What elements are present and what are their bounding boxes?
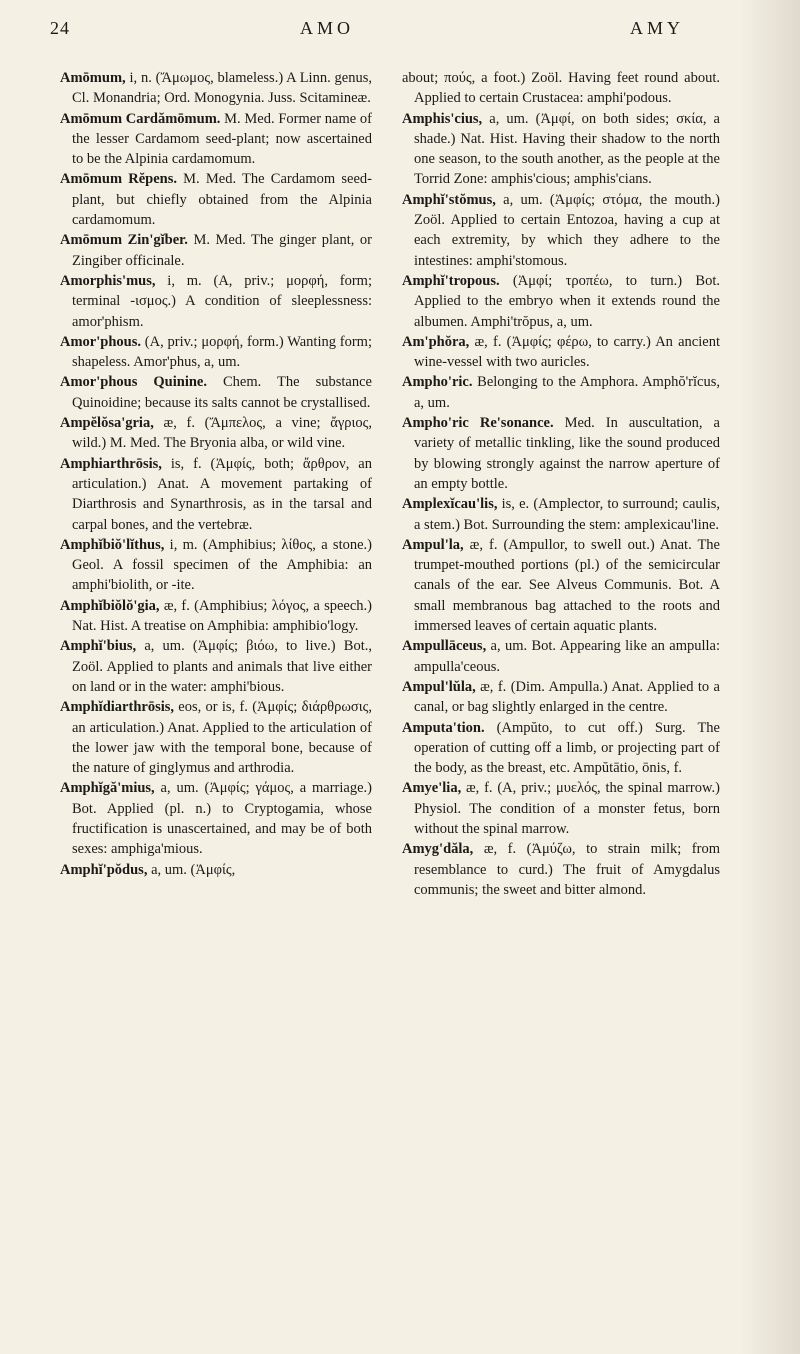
entry-text: a, um. (Ἀμφίς; στόμα, the mouth.) Zoöl. Applied to certain Entozoa, having a cup at each extremity, by which they adhere to the intestines: amphi'stomous. (414, 191, 720, 269)
dictionary-entry (60, 271, 372, 332)
entry-text: (A, priv.; μορφή, form.) Wanting form; shapeless. Amor'phus, a, um. (72, 333, 372, 371)
entry-headword: Ampĕlŏsa'gria, (60, 415, 154, 432)
entry-text: Chem. The substance Quinoidine; because its salts cannot be crystallised. (72, 374, 372, 411)
entry-headword: Ampho'ric Re'sonance. (402, 415, 554, 432)
entry-text: æ, f. (Dim. Ampulla.) Anat. Applied to a canal, or bag slightly enlarged in the centre. (414, 678, 720, 716)
dictionary-entry (60, 413, 372, 454)
dictionary-entry (402, 636, 720, 677)
dictionary-entry (60, 230, 372, 271)
left-column (60, 68, 372, 880)
entry-headword: Amplexĭcau'lis, (402, 496, 498, 513)
entry-headword: Ampul'lŭla, (402, 678, 476, 695)
entry-headword: Amor'phous. (60, 333, 141, 350)
entry-headword: Amphĭbiŏ'lĭthus, (60, 536, 165, 553)
dictionary-entry (402, 413, 720, 494)
entry-headword: Amōmum Rĕpens. (60, 171, 177, 188)
entry-text: is, f. (Ἀμφίς, both; ἄρθρον, an articulation.) Anat. A movement partaking of Diarthrosis and Synarthrosis, as in the tarsal and carpal bones, and the vertebræ. (72, 455, 372, 533)
entry-text: æ, f. (Ἀμύζω, to strain milk; from resemblance to curd.) The fruit of Amygdalus communis; the sweet and bitter almond. (414, 841, 720, 898)
dictionary-entry (402, 535, 720, 636)
dictionary-entry (60, 697, 372, 778)
entry-headword: Amphiarthrōsis, (60, 455, 162, 472)
dictionary-entry (60, 109, 372, 170)
dictionary-entry (60, 454, 372, 535)
dictionary-entry (402, 718, 720, 779)
entry-headword: Amphĭdiarthrōsis, (60, 699, 175, 716)
dictionary-entry (60, 596, 372, 637)
entry-text: (Ἀμφί; τροπέω, to turn.) Bot. Applied to the embryo when it extends round the albumen. Amphi'trŏpus, a, um. (414, 272, 720, 330)
entry-headword: Amyg'dăla, (402, 841, 474, 858)
dictionary-entry (402, 190, 720, 271)
entry-text: a, um. (Ἀμφίς; βιόω, to live.) Bot., Zoöl. Applied to plants and animals that live either on land or in the water: amphi'bious. (72, 638, 372, 695)
dictionary-entry (60, 636, 372, 697)
entry-text: æ, f. (Ampullor, to swell out.) Anat. The trumpet-mouthed portions (pl.) of the semicircular canals of the ear. See Alveus Communis. Bot. A small membranous bag attached to the roots and immersed leaves of certain aquatic plants. (414, 536, 720, 635)
entry-headword: Amphĭ'stŏmus, (402, 191, 496, 208)
entry-headword: Ampul'la, (402, 536, 464, 553)
entry-headword: Amphĭ'tropous. (402, 272, 500, 289)
entry-text: æ, f. (Amphibius; λόγος, a speech.) Nat. Hist. A treatise on Amphibia: amphibio'logy. (72, 597, 372, 635)
page-edge-shadow (740, 0, 800, 1354)
dictionary-entry (60, 372, 372, 413)
dictionary-entry (402, 839, 720, 900)
entry-text: a, um. (Ἀμφίς; γάμος, a marriage.) Bot. Applied (pl. n.) to Cryptogamia, whose fructification is unascertained, and may be of both sexes: amphiga'mious. (72, 780, 372, 858)
dictionary-entry (60, 860, 372, 880)
entry-headword: Amphĭgă'mius, (60, 780, 155, 797)
entry-headword: Amputa'tion. (402, 719, 485, 736)
entry-text: (Ampŭto, to cut off.) Surg. The operation of cutting off a limb, or projecting part of the body, as the breast, etc. Ampŭtātio, ōnis, f. (414, 719, 720, 777)
entry-text: æ, f. (A, priv.; μυελός, the spinal marrow.) Physiol. The condition of a monster fetus, born without the spinal marrow. (414, 780, 720, 837)
dictionary-entry (60, 332, 372, 373)
entry-text: about; πούς, a foot.) Zoöl. Having feet round about. Applied to certain Crustacea: amphi'podous. (402, 70, 720, 107)
entry-text: æ, f. (Ἀμφίς; φέρω, to carry.) An ancient wine-vessel with two auricles. (414, 333, 720, 371)
entry-text: Belonging to the Amphora. Amphŏ'rĭcus, a, um. (414, 374, 720, 411)
entry-text: æ, f. (Ἄμπελος, a vine; ἄγριος, wild.) M. Med. The Bryonia alba, or wild vine. (72, 415, 372, 452)
entry-headword: Ampullāceus, (402, 638, 487, 655)
entry-text: M. Med. Former name of the lesser Cardamom seed-plant; now ascertained to be the Alpinia cardamomum. (72, 110, 373, 168)
dictionary-entry (402, 778, 720, 839)
entry-headword: Amphĭ'pŏdus, (60, 861, 148, 878)
left-running-head: AMO (300, 18, 355, 38)
entry-text: M. Med. The Cardamom seed-plant, but chiefly obtained from the Alpinia cardamomum. (72, 171, 372, 229)
right-column (402, 68, 720, 900)
entry-headword: Ampho'ric. (402, 374, 473, 391)
page-number: 24 (50, 18, 70, 38)
dictionary-entry (402, 332, 720, 373)
entry-headword: Amphĭ'bius, (60, 638, 137, 655)
entry-text: i, n. (Ἄμωμος, blameless.) A Linn. genus, Cl. Monandria; Ord. Monogynia. Juss. Scitamineæ. (72, 70, 372, 107)
dictionary-entry (402, 271, 720, 332)
dictionary-entry (402, 494, 720, 535)
entry-headword: Amōmum, (60, 70, 126, 86)
entry-headword: Amorphis'mus, (60, 272, 156, 289)
dictionary-entry (60, 535, 372, 596)
dictionary-entry (60, 778, 372, 859)
entry-headword: Amye'lia, (402, 780, 462, 797)
dictionary-entry (60, 169, 372, 230)
entry-headword: Amor'phous Quinine. (60, 374, 207, 391)
entry-text: i, m. (Amphibius; λίθος, a stone.) Geol. A fossil specimen of the Amphibia: an amphi'biolith, or -ite. (72, 536, 372, 594)
entry-text: a, um. Bot. Appearing like an ampulla: ampulla'ceous. (414, 638, 720, 675)
entry-headword: Am'phŏra, (402, 333, 470, 350)
entry-headword: Amphĭbiŏlŏ'gia, (60, 597, 160, 614)
dictionary-entry (402, 109, 720, 190)
entry-text: a, um. (Ἀμφίς, (147, 861, 236, 878)
dictionary-entry (60, 68, 372, 109)
entry-text: Med. In auscultation, a variety of metallic tinkling, like the sound produced by blowing strongly against the narrow aperture of an empty bottle. (414, 415, 720, 492)
dictionary-entry (402, 68, 720, 109)
entry-text: eos, or is, f. (Ἀμφίς; διάρθρωσις, an articulation.) Anat. Applied to the articulation of the lower jaw with the temporal bone, because of the nature of ginglymus and arthrodia. (72, 699, 372, 777)
entry-headword: Amōmum Cardămōmum. (60, 110, 221, 127)
right-running-head: AMY (630, 18, 685, 38)
entry-text: a, um. (Ἀμφί, on both sides; σκία, a shade.) Nat. Hist. Having their shadow to the north one season, to the south another, as the people at the Torrid Zone: amphis'cious; amphis'cians. (414, 110, 720, 188)
page-header (50, 10, 755, 46)
dictionary-entry (402, 677, 720, 718)
entry-headword: Amōmum Zin'gĭber. (60, 232, 188, 249)
entry-text: M. Med. The ginger plant, or Zingiber officinale. (72, 232, 372, 269)
entry-text: i, m. (A, priv.; μορφή, form; terminal -ισμος.) A condition of sleeplessness: amor'phism. (72, 272, 372, 330)
entry-headword: Amphis'cius, (402, 110, 483, 127)
entry-text: is, e. (Amplector, to surround; caulis, a stem.) Bot. Surrounding the stem: amplexicau'line. (414, 496, 720, 533)
dictionary-entry (402, 372, 720, 413)
